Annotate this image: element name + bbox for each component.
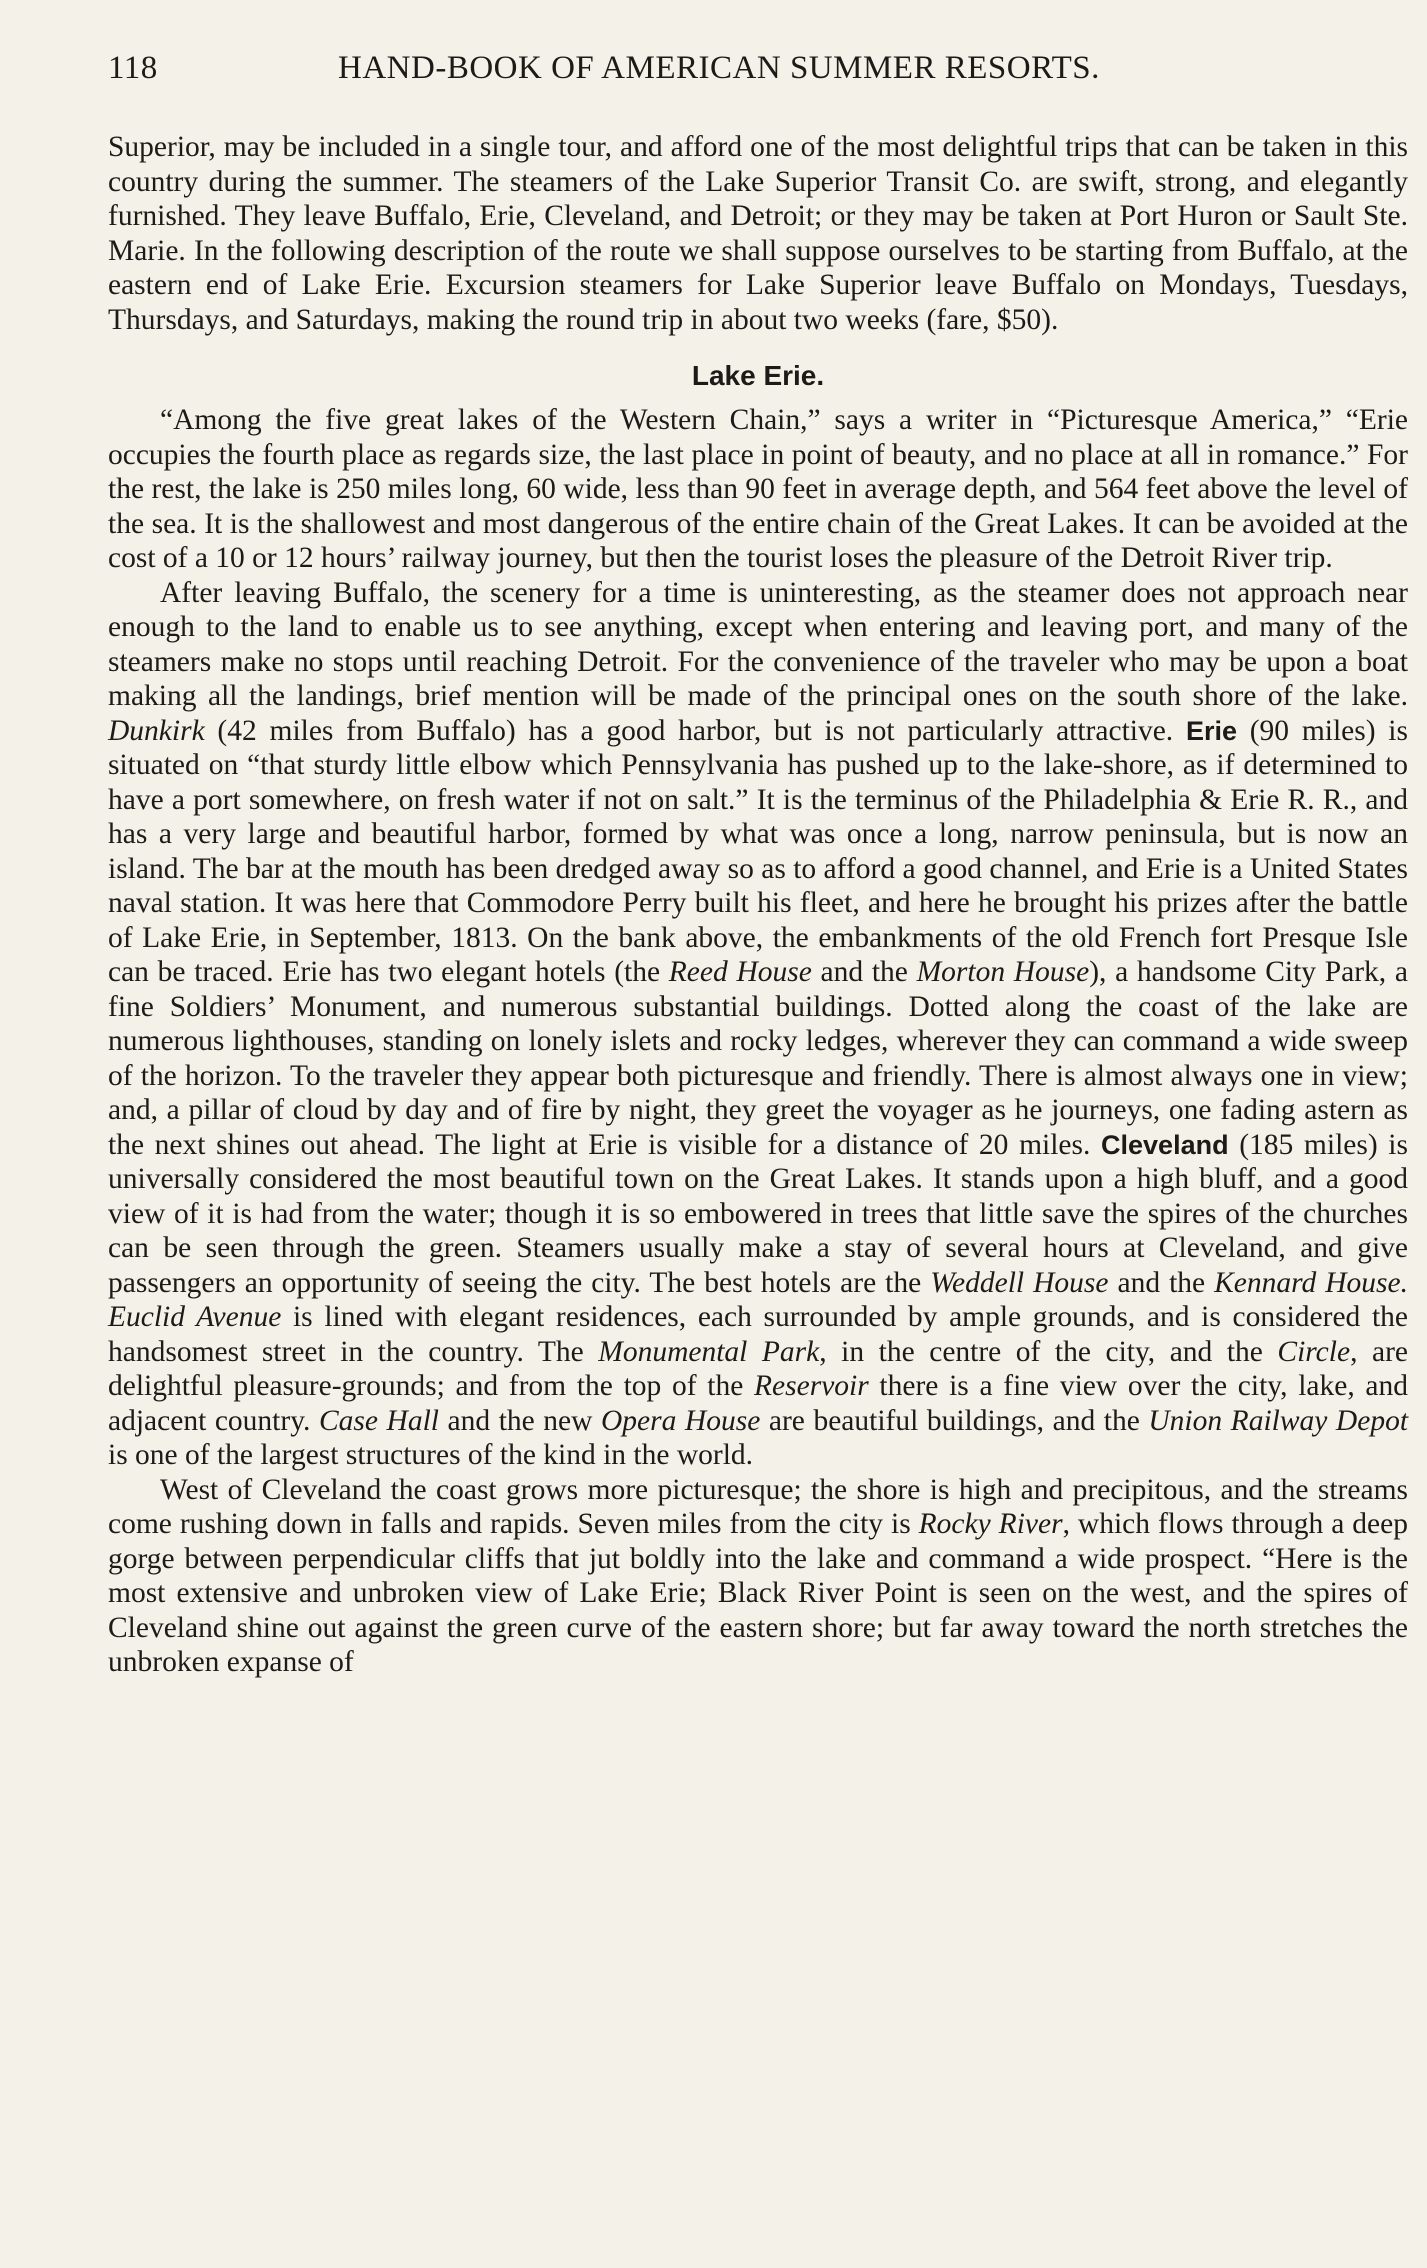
text-run: and the (811, 956, 917, 988)
text-run: ), a handsome City Park, a fine Soldiers’ Monument, and numerous substantial buildings. Dotted along the coast of the lake are numerous lighthouses, standing on lonely islets and rocky ledges, wherever they can command a wide sweep of the horizon. To the traveler they appear both picturesque and friendly. There is almost always one in view; and, a pillar of cloud by day and of fire by night, they greet the voyager as he journeys, one fading astern as the next shines out ahead. The light at Erie is visible for a distance of 20 miles. (108, 956, 1408, 1161)
text-run: , are delightful pleasure-grounds; and from the top of the (108, 1335, 1408, 1402)
text-run: is lined with elegant residences, each surrounded by ample grounds, and is considered the handsomest street in the country. The (108, 1301, 1408, 1368)
place-rocky-river: Rocky River (918, 1508, 1063, 1540)
text-run: (42 miles from Buffalo) has a good harbor, but is not particularly attractive. (204, 714, 1186, 747)
page-header (108, 50, 1407, 108)
text-run: , in the centre of the city, and the (819, 1335, 1278, 1368)
text-run: are beautiful buildings, and the (760, 1404, 1149, 1437)
page-number: 118 (108, 50, 158, 86)
paragraph-south-shore-route (108, 576, 1408, 1473)
hotel-weddell-house: Weddell House (930, 1266, 1109, 1299)
text-run: , which flows through a deep gorge between perpendicular cliffs that jut boldly into the lake and command a wide prospect. “Here is the most extensive and unbroken view of Lake Erie; Black River Point is seen on the west, and the spires of Cleveland shine out against the green curve of the eastern shore; but far away toward the north stretches the unbroken expanse of (108, 1508, 1408, 1678)
text-run: After leaving Buffalo, the scenery for a time is uninteresting, as the steamer does not approach near enough to the land to enable us to see anything, except when entering and leaving port, and many of the steamers make no stops until reaching Detroit. For the convenience of the traveler who may be upon a boat making all the landings, brief mention will be made of the principal ones on the south shore of the lake. (108, 576, 1408, 712)
text-run: and the new (438, 1404, 601, 1437)
text-run: and the (1108, 1266, 1215, 1299)
place-erie: Erie (1185, 715, 1237, 746)
place-monumental-park: Monumental Park (598, 1335, 820, 1368)
body-text (108, 130, 1408, 1680)
building-opera-house: Opera House (601, 1404, 761, 1437)
place-circle: Circle (1277, 1335, 1351, 1368)
text-run: is one of the largest structures of the kind in the world. (108, 1439, 754, 1471)
paragraph-lake-erie-description: “Among the five great lakes of the Western Chain,” says a writer in “Picturesque America,” “Erie occupies the fourth place as regards size, the last place in point of beauty, and no place at all in romance.” For the rest, the lake is 250 miles long, 60 wide, less than 90 feet in average depth, and 564 feet above the level of the sea. It is the shallowest and most dangerous of the entire chain of the Great Lakes. It can be avoided at the cost of a 10 or 12 hours’ railway journey, but then the tourist loses the pleasure of the Detroit River trip. (108, 404, 1408, 574)
section-heading-lake-erie: Lake Erie. (691, 360, 825, 391)
text-run: (185 miles) is universally considered the most beautiful town on the Great Lakes. It stands upon a high bluff, and a good view of it is had from the water; though it is so embowered in trees that little save the spires of the churches can be seen through the green. Steamers usually make a stay of several hours at Cleveland, and give passengers an opportunity of seeing the city. The best hotels are the (108, 1128, 1408, 1299)
place-reservoir: Reservoir (754, 1370, 869, 1402)
text-run: (90 miles) is situated on “that sturdy little elbow which Pennsylvania has pushed up to the lake-shore, as if determined to have a port somewhere, on fresh water if not on salt.” It is the terminus of the Philadelphia & Erie R. R., and has a very large and beautiful harbor, formed by what was once a long, narrow peninsula, but is now an island. The bar at the mouth has been dredged away so as to afford a good channel, and Erie is a United States naval station. It was here that Commodore Perry built his fleet, and here he brought his prizes after the battle of Lake Erie, in September, 1813. On the bank above, the embankments of the old French fort Presque Isle can be traced. Erie has two elegant hotels (the (108, 714, 1408, 988)
building-union-railway-depot: Union Railway Depot (1148, 1404, 1409, 1437)
running-title: HAND-BOOK OF AMERICAN SUMMER RESORTS. (338, 50, 1100, 86)
text-run: there is a fine view over the city, lake, and adjacent country. (108, 1370, 1409, 1437)
hotel-kennard-house: Kennard House. (1214, 1266, 1408, 1299)
street-euclid-avenue: Euclid Avenue (108, 1301, 282, 1333)
building-case-hall: Case Hall (318, 1404, 439, 1437)
place-dunkirk: Dunkirk (108, 714, 205, 747)
text-run: West of Cleveland the coast grows more picturesque; the shore is high and precipitous, and the streams come rushing down in falls and rapids. Seven miles from the city is (108, 1473, 1408, 1540)
hotel-reed-house: Reed House (668, 956, 812, 988)
place-cleveland: Cleveland (1101, 1129, 1229, 1160)
hotel-morton-house: Morton House (916, 956, 1090, 988)
paragraph-intro: Superior, may be included in a single tour, and afford one of the most delightful trips that can be taken in this country during the summer. The steamers of the Lake Superior Transit Co. are swift, strong, and elegantly furnished. They leave Buffalo, Erie, Cleveland, and Detroit; or they may be taken at Port Huron or Sault Ste. Marie. In the following description of the route we shall suppose ourselves to be starting from Buffalo, at the eastern end of Lake Erie. Excursion steamers for Lake Superior leave Buffalo on Mondays, Tuesdays, Thursdays, and Saturdays, making the round trip in about two weeks (fare, $50). (108, 131, 1408, 336)
paragraph-west-of-cleveland (108, 1473, 1408, 1680)
